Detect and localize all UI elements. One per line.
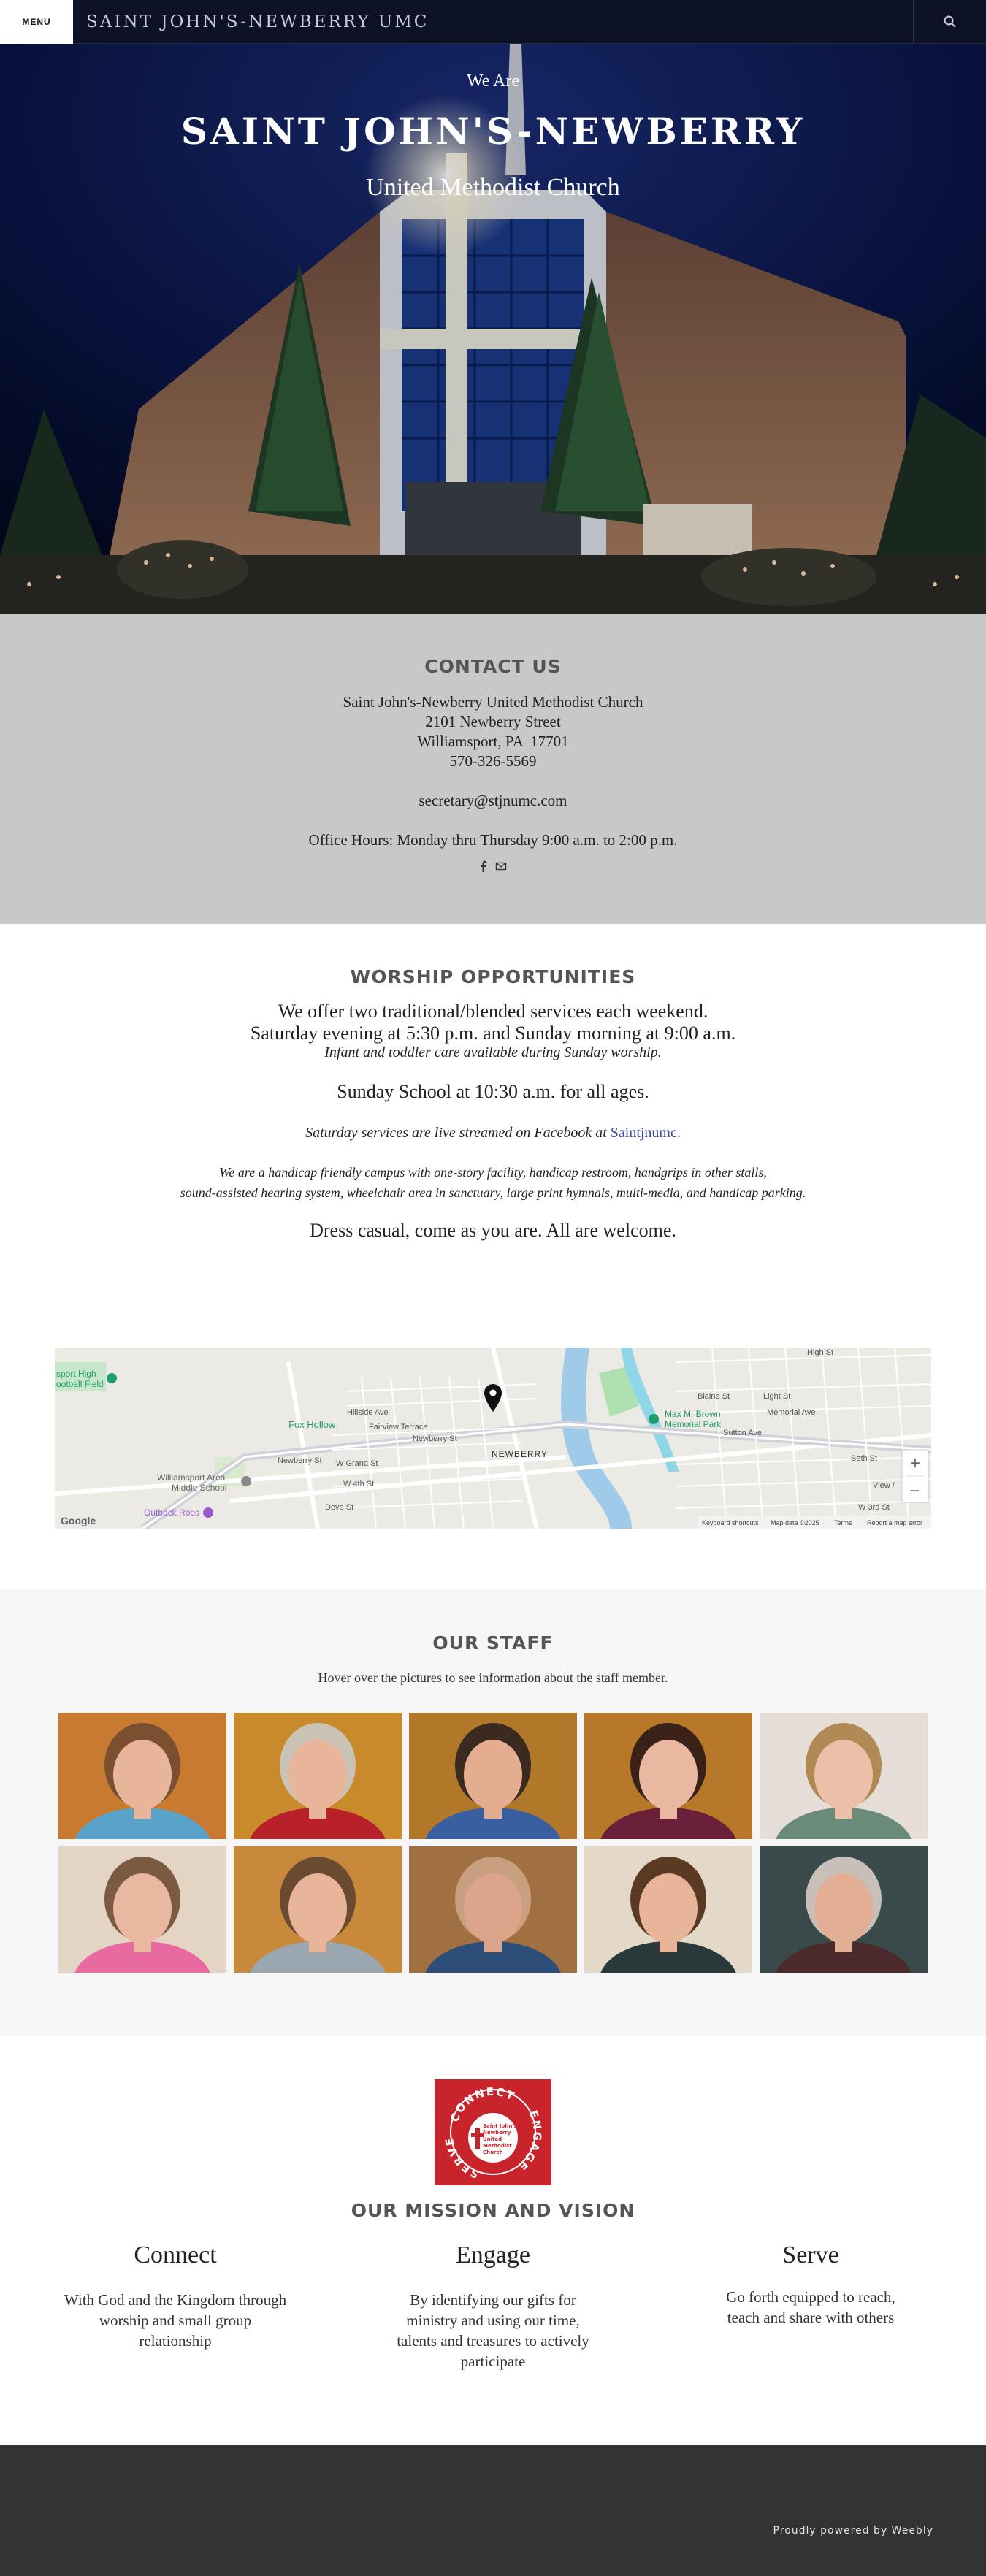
map-label-outback: Outback Roos: [144, 1507, 200, 1518]
map-label-memorial: Memorial Ave: [767, 1408, 816, 1417]
staff-photo[interactable]: [409, 1846, 577, 1973]
mission-title-serve: Serve: [782, 2241, 839, 2269]
mission-text-serve: Go forth equipped to reach, teach and share with others: [726, 2288, 895, 2326]
terms-link[interactable]: Terms: [834, 1519, 852, 1526]
svg-text:Saint John's: Saint John's: [483, 2123, 517, 2129]
service-times: Saturday evening at 5:30 p.m. and Sunday morning at 9:00 a.m.: [250, 1023, 736, 1044]
site-title[interactable]: SAINT JOHN'S-NEWBERRY UMC: [86, 12, 429, 31]
map-label-newberry: NEWBERRY: [492, 1449, 549, 1459]
hero-banner: [0, 0, 986, 614]
mission-title-engage: Engage: [456, 2241, 530, 2269]
map-label-sutton: Sutton Ave: [723, 1429, 763, 1437]
phone-number: 570-326-5569: [449, 752, 537, 770]
services-line: We offer two traditional/blended services each weekend.: [278, 1001, 708, 1022]
staff-photo[interactable]: [760, 1846, 928, 1973]
weebly-credit-link[interactable]: Proudly powered by Weebly: [773, 2525, 933, 2537]
mission-title-connect: Connect: [134, 2241, 217, 2269]
svg-text:Memorial Park: Memorial Park: [665, 1419, 722, 1429]
search-button[interactable]: [913, 0, 986, 44]
map-label-grand-st: W Grand St: [336, 1459, 378, 1468]
staff-photo[interactable]: [234, 1846, 402, 1973]
menu-button[interactable]: MENU: [0, 0, 73, 44]
staff-photo[interactable]: [58, 1713, 226, 1839]
search-icon: [943, 15, 958, 29]
mission-column-serve: [690, 2241, 931, 2328]
zoom-controls: [902, 1450, 928, 1502]
staff-photo-grid: [58, 1713, 928, 1973]
map-label-view: View /: [873, 1481, 895, 1490]
staff-photo[interactable]: [234, 1713, 402, 1839]
livestream-text: Saturday services are live streamed on Facebook at: [305, 1125, 611, 1141]
report-map-error-link[interactable]: Report a map error: [867, 1519, 923, 1526]
top-nav-bar: [0, 0, 986, 44]
map-label-newberry-st-2: Newberry St: [278, 1456, 322, 1465]
map-label-4th-st: W 4th St: [343, 1480, 375, 1488]
accessibility-note-2: sound-assisted hearing system, wheelchair area in sanctuary, large print hymnals, multi-media, and handicap parking.: [180, 1185, 806, 1200]
site-footer: [0, 2445, 986, 2576]
staff-photo[interactable]: [584, 1846, 752, 1973]
mission-text-engage: By identifying our gifts for ministry and using our time, talents and treasures to actively participate: [397, 2291, 589, 2370]
mission-heading: OUR MISSION AND VISION: [351, 2200, 635, 2221]
map-label-hillside: Hillside Ave: [347, 1408, 389, 1417]
map-label-fox-hollow: Fox Hollow: [288, 1419, 336, 1430]
contact-heading: CONTACT US: [424, 656, 562, 677]
facebook-icon[interactable]: [479, 860, 488, 872]
svg-text:Middle School: Middle School: [172, 1483, 227, 1493]
svg-text:ENGAGE: ENGAGE: [515, 2109, 545, 2174]
office-hours: Office Hours: Monday thru Thursday 9:00 a.m. to 2:00 p.m.: [308, 831, 678, 849]
map-label-w3rd: W 3rd St: [858, 1503, 890, 1512]
map-label-light: Light St: [763, 1392, 791, 1401]
mission-column-engage: [372, 2241, 614, 2371]
staff-photo[interactable]: [409, 1713, 577, 1839]
map-label-park: Max M. Brown: [665, 1409, 721, 1419]
livestream-note: [0, 1125, 986, 1142]
staff-photo[interactable]: [584, 1713, 752, 1839]
svg-text:CONNECT: CONNECT: [448, 2084, 518, 2124]
map-label-blaine: Blaine St: [698, 1392, 730, 1401]
mission-text-connect: With God and the Kingdom through worship and small group relationship: [64, 2291, 287, 2350]
mission-column-connect: [55, 2241, 296, 2351]
map-label-field: sport High: [56, 1369, 96, 1379]
staff-section: [0, 1589, 986, 2036]
hero-title: SAINT JOHN'S-NEWBERRY: [180, 110, 806, 153]
zoom-out-button[interactable]: −: [909, 1481, 920, 1501]
city-state-zip: Williamsport, PA 17701: [417, 733, 569, 750]
contact-info: [0, 692, 986, 850]
map-data-credit: Map data ©2025: [771, 1519, 819, 1526]
contact-section: [0, 614, 986, 924]
map-label-dove-st: Dove St: [325, 1503, 354, 1512]
church-logo: [435, 2079, 551, 2185]
map-label-newberry-st: Newberry St: [413, 1434, 457, 1443]
hero-subtitle: United Methodist Church: [366, 174, 620, 201]
map-label-school: Williamsport Area: [157, 1472, 226, 1483]
church-name: Saint John's-Newberry United Methodist Church: [343, 693, 643, 711]
staff-note: Hover over the pictures to see information about the staff member.: [318, 1670, 668, 1685]
accessibility-note-1: We are a handicap friendly campus with one-story facility, handicap restroom, handgrips in other stalls,: [219, 1165, 767, 1180]
map-label-high-st: High St: [807, 1348, 834, 1357]
staff-photo[interactable]: [760, 1713, 928, 1839]
staff-heading: OUR STAFF: [432, 1632, 554, 1654]
email-link[interactable]: secretary@stjnumc.com: [419, 792, 567, 809]
street-address: 2101 Newberry Street: [425, 713, 561, 730]
map-label-fairview: Fairview Terrace: [369, 1423, 428, 1432]
svg-text:SERVE: SERVE: [442, 2135, 481, 2182]
sunday-school: Sunday School at 10:30 a.m. for all ages.: [337, 1081, 649, 1102]
staff-photo[interactable]: [58, 1846, 226, 1973]
childcare-note: Infant and toddler care available during Sunday worship.: [324, 1044, 662, 1060]
welcome-line: Dress casual, come as you are. All are welcome.: [310, 1220, 676, 1241]
google-logo: Google: [61, 1515, 96, 1526]
map-label-seth: Seth St: [851, 1454, 878, 1463]
zoom-in-button[interactable]: +: [910, 1453, 921, 1473]
embedded-map[interactable]: [55, 1348, 931, 1529]
svg-text:Church: Church: [483, 2149, 503, 2155]
worship-heading: WORSHIP OPPORTUNITIES: [350, 966, 636, 987]
keyboard-shortcuts-link[interactable]: Keyboard shortcuts: [702, 1519, 759, 1526]
map-canvas[interactable]: [55, 1348, 931, 1529]
mission-section: [0, 2036, 986, 2445]
worship-section: [0, 924, 986, 1318]
hero-kicker: We Are: [466, 72, 520, 91]
svg-text:United: United: [483, 2136, 502, 2142]
svg-text:Methodist: Methodist: [483, 2143, 512, 2149]
mail-icon[interactable]: [495, 860, 507, 872]
social-icons: [0, 860, 986, 872]
church-night-photo: [0, 0, 986, 614]
svg-text:ootball Field: ootball Field: [56, 1379, 104, 1389]
svg-text:Newberry: Newberry: [483, 2130, 511, 2136]
facebook-link[interactable]: Saintjnumc.: [610, 1125, 681, 1141]
